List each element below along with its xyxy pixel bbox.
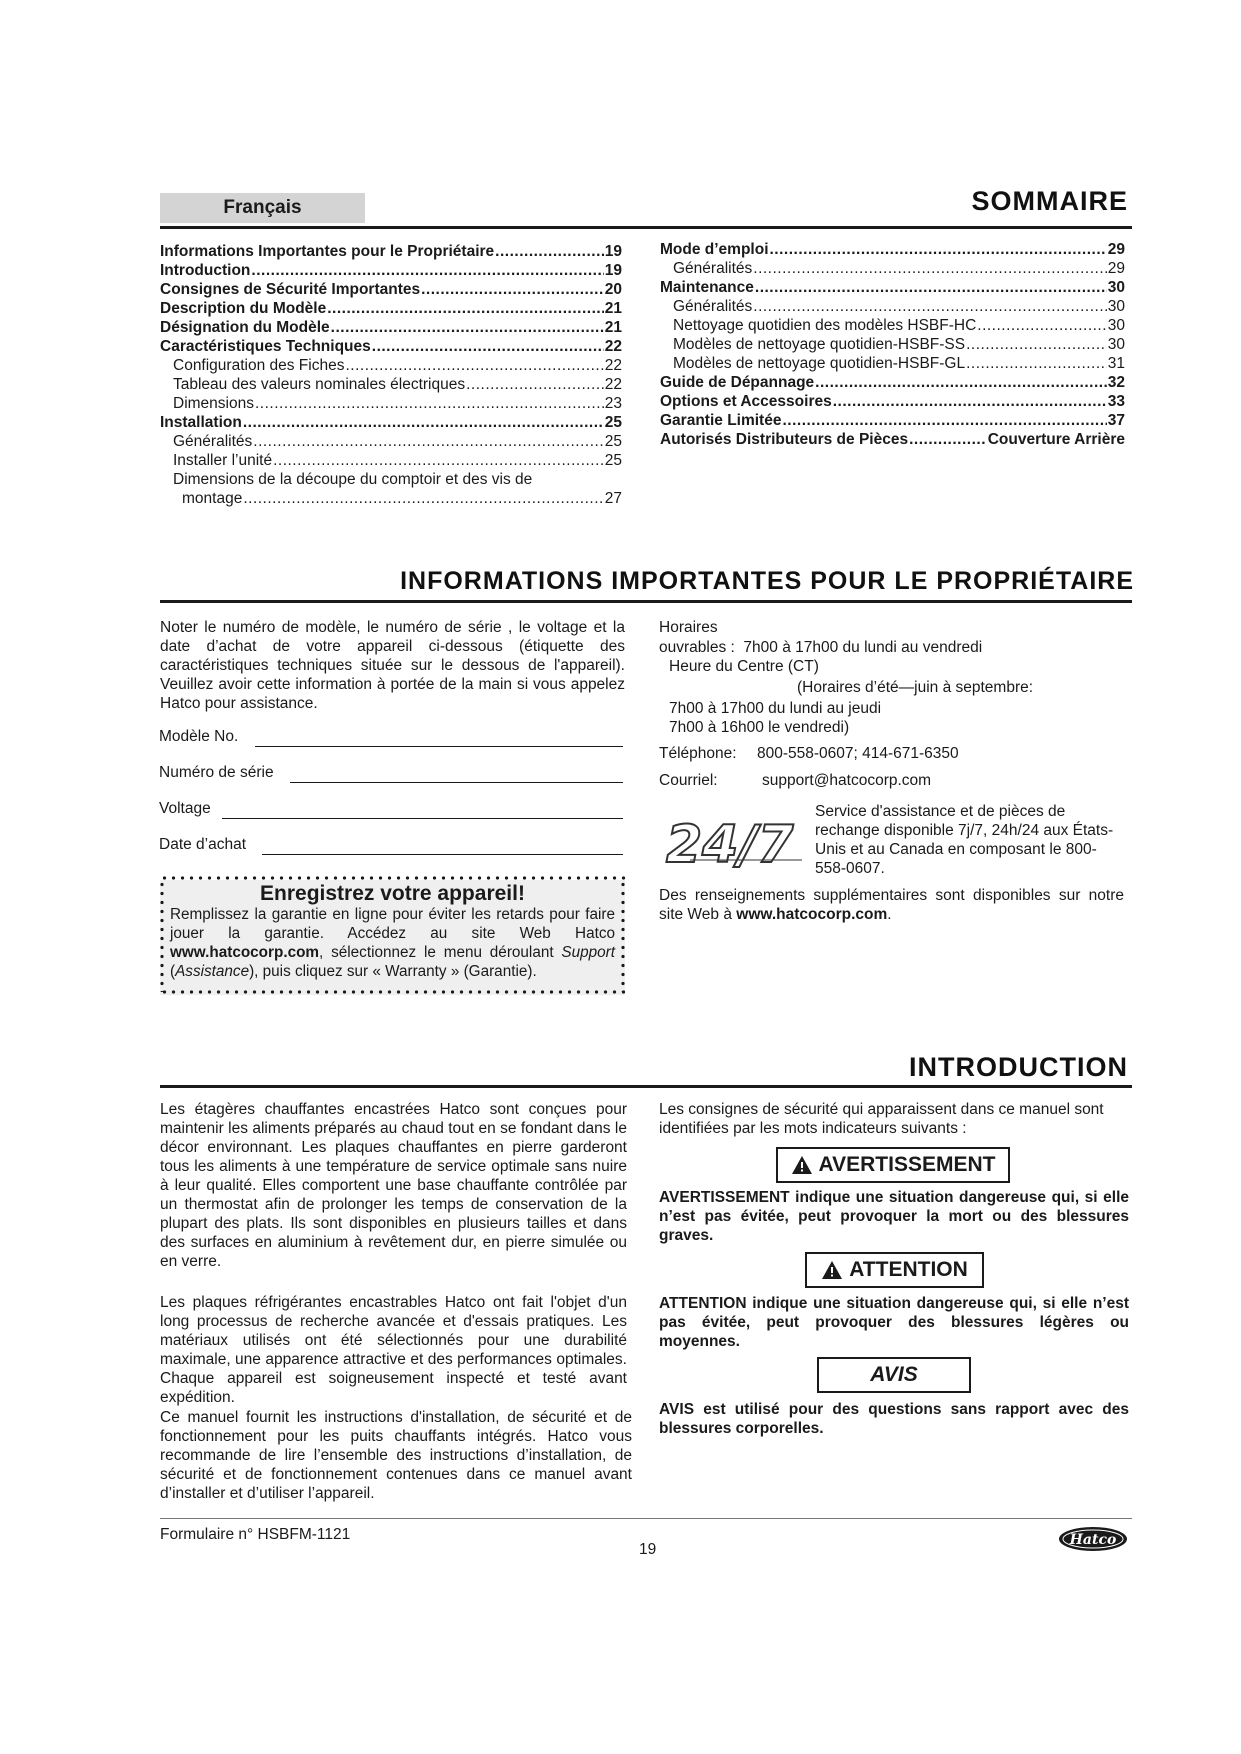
- toc-entry-leader: [966, 354, 1107, 373]
- toc-entry-page: 27: [604, 490, 622, 507]
- more-info-url[interactable]: www.hatcocorp.com: [736, 906, 888, 923]
- toc-left: [160, 242, 622, 508]
- hours-line-3: Heure du Centre (CT): [669, 658, 819, 675]
- toc-entry-label: Garantie Limitée: [660, 412, 782, 429]
- form-number: Formulaire n° HSBFM-1121: [160, 1526, 351, 1543]
- toc-entry[interactable]: [160, 413, 622, 432]
- serial-number-line: [290, 782, 623, 783]
- caution-signal-box: [805, 1252, 984, 1288]
- toc-entry-leader: [782, 411, 1106, 430]
- toc-entry-leader: [273, 451, 604, 470]
- toc-entry[interactable]: [160, 337, 622, 356]
- toc-entry-leader: [253, 432, 603, 451]
- toc-entry-label: Guide de Dépannage: [660, 374, 815, 391]
- service-24-7-svg: [660, 810, 810, 870]
- toc-entry[interactable]: [660, 354, 1125, 373]
- toc-entry-leader: [495, 242, 604, 261]
- toc-entry-page: 29: [1107, 241, 1125, 258]
- hatco-logo-text: Hatco: [1069, 1532, 1117, 1548]
- notice-text: AVIS est utilisé pour des questions sans rapport avec des blessures corporelles.: [659, 1401, 1129, 1437]
- toc-entry-leader: [977, 316, 1106, 335]
- toc-entry-leader: [345, 356, 603, 375]
- toc-entry-label: Généralités: [673, 298, 753, 315]
- warning-text: AVERTISSEMENT indique une situation dangereuse qui, si elle n’est pas évitée, peut provoquer la mort ou des blessures graves.: [659, 1189, 1129, 1244]
- register-text-1: Remplissez la garantie en ligne pour éviter les retards pour faire jouer la garantie. Accédez au site Web Hatco: [170, 906, 615, 942]
- intro-para-3: Ce manuel fournit les instructions d'installation, de sécurité et de fonctionnement pour les puits chauffants intégrés. Hatco vous recommande de lire l’ensemble des instructions d’installation, de sécurité et de fonctionnement contenues dans ce manuel avant d’installer et d’utiliser l’appareil.: [160, 1409, 632, 1502]
- toc-entry[interactable]: [660, 373, 1125, 392]
- toc-entry-page: 22: [604, 338, 622, 355]
- toc-entry-label: montage: [182, 490, 243, 507]
- toc-entry-label: Informations Importantes pour le Propriétaire: [160, 243, 495, 260]
- toc-entry-page: 31: [1107, 355, 1125, 372]
- toc-entry-leader: [243, 413, 604, 432]
- toc-entry[interactable]: [160, 432, 622, 451]
- voltage-label: Voltage: [159, 800, 211, 817]
- hatco-logo: [1058, 1525, 1128, 1553]
- signal-intro: Les consignes de sécurité qui apparaissent dans ce manuel sont identifiées par les mots indicateurs suivants :: [659, 1101, 1104, 1137]
- toc-entry[interactable]: [160, 470, 622, 489]
- toc-entry-leader: [255, 394, 604, 413]
- toc-entry-label: Dimensions: [173, 395, 254, 412]
- service-24-7-text: 24/7: [666, 815, 794, 870]
- toc-entry-page: 19: [604, 262, 622, 279]
- toc-entry-label: Introduction: [160, 262, 251, 279]
- toc-entry[interactable]: [660, 240, 1125, 259]
- register-title: Enregistrez votre appareil!: [260, 882, 525, 905]
- toc-entry[interactable]: [160, 356, 622, 375]
- register-text: Remplissez la garantie en ligne pour éviter les retards pour faire jouer la garantie. Accédez au site Web Hatco www.hatcocorp.com, sélectionnez le menu déroulant Support (Assistance), puis cliquez sur « Warranty » (Garantie).: [170, 906, 615, 980]
- toc-entry-page: 29: [1107, 260, 1125, 277]
- toc-entry-page: 30: [1107, 317, 1125, 334]
- voltage-line: [222, 818, 623, 819]
- toc-entry[interactable]: [160, 394, 622, 413]
- phone-value: 800-558-0607; 414-671-6350: [757, 745, 959, 762]
- toc-entry[interactable]: [160, 489, 622, 508]
- toc-entry-page: 30: [1107, 279, 1125, 296]
- caution-triangle-icon: [821, 1260, 843, 1280]
- toc-entry-label: Description du Modèle: [160, 300, 327, 317]
- toc-entry[interactable]: [660, 430, 1125, 449]
- owner-info-title: INFORMATIONS IMPORTANTES POUR LE PROPRIÉTAIRE: [400, 567, 1134, 595]
- toc-entry-leader: [251, 261, 603, 280]
- toc-entry-leader: [753, 259, 1106, 278]
- register-border-bottom: [160, 990, 626, 994]
- toc-entry-label: Consignes de Sécurité Importantes: [160, 281, 421, 298]
- hours-line-5: 7h00 à 17h00 du lundi au jeudi: [669, 700, 882, 717]
- toc-entry-leader: [770, 240, 1107, 259]
- toc-entry[interactable]: [660, 316, 1125, 335]
- register-url[interactable]: www.hatcocorp.com: [170, 944, 320, 961]
- register-border-top: [160, 876, 626, 880]
- toc-rule: [160, 226, 1132, 229]
- toc-entry[interactable]: [660, 335, 1125, 354]
- toc-entry-label: Désignation du Modèle: [160, 319, 330, 336]
- toc-entry-leader: [421, 280, 604, 299]
- purchase-date-line: [262, 854, 623, 855]
- toc-entry-page: 30: [1107, 298, 1125, 315]
- footer-rule: [160, 1518, 1132, 1519]
- toc-entry[interactable]: [660, 411, 1125, 430]
- toc-entry[interactable]: [160, 318, 622, 337]
- toc-entry-page: 21: [604, 319, 622, 336]
- toc-entry[interactable]: [160, 242, 622, 261]
- toc-entry-label: Maintenance: [660, 279, 754, 296]
- toc-entry-page: 32: [1107, 374, 1125, 391]
- toc-entry-leader: [833, 392, 1107, 411]
- toc-entry-label: Configuration des Fiches: [173, 357, 345, 374]
- caution-text: ATTENTION indique une situation dangereuse qui, si elle n’est pas évitée, peut provoquer des blessures légères ou moyennes.: [659, 1295, 1129, 1350]
- toc-entry-label: Installer l’unité: [173, 452, 273, 469]
- more-info-label: Des renseignements supplémentaires sont disponibles sur notre site Web à: [659, 887, 1124, 923]
- toc-entry-label: Autorisés Distributeurs de Pièces: [660, 431, 909, 448]
- warning-signal-box: [776, 1147, 1010, 1183]
- toc-entry[interactable]: [660, 259, 1125, 278]
- toc-entry-label: Modèles de nettoyage quotidien-HSBF-SS: [673, 336, 966, 353]
- toc-entry-label: Modèles de nettoyage quotidien-HSBF-GL: [673, 355, 966, 372]
- toc-entry-leader: [243, 489, 603, 508]
- toc-entry-label: Mode d’emploi: [660, 241, 769, 258]
- service-text: Service d'assistance et de pièces de rechange disponible 7j/7, 24h/24 aux États-Unis et au Canada en composant le 800-558-0607.: [815, 803, 1114, 877]
- toc-entry-page: 21: [604, 300, 622, 317]
- toc-entry-leader: [466, 375, 604, 394]
- toc-entry-leader: [966, 335, 1107, 354]
- register-support: Support: [561, 944, 615, 961]
- introduction-title: INTRODUCTION: [909, 1052, 1128, 1082]
- intro-para-2: Les plaques réfrigérantes encastrables Hatco ont fait l'objet d'un long processus de recherche avancée et d'essais pratiques. Les matériaux utilisés ont été sélectionnés pour une durabilité maximale, une apparence attractive et des performances optimales. Chaque appareil est soigneusement inspecté et testé avant expédition.: [160, 1294, 627, 1406]
- warning-triangle-icon: [791, 1155, 813, 1175]
- owner-info-rule: [160, 600, 1132, 603]
- toc-entry-page: 30: [1107, 336, 1125, 353]
- toc-entry-page: 22: [604, 357, 622, 374]
- toc-entry-label: Généralités: [673, 260, 753, 277]
- toc-entry-leader: [815, 373, 1107, 392]
- model-number-label: Modèle No.: [159, 728, 239, 745]
- toc-entry-page: 22: [604, 376, 622, 393]
- toc-entry-leader: [331, 318, 604, 337]
- caution-label: ATTENTION: [849, 1258, 968, 1281]
- toc-entry-leader: [753, 297, 1106, 316]
- toc-entry-label: Options et Accessoires: [660, 393, 832, 410]
- toc-entry-label: Tableau des valeurs nominales électriques: [173, 376, 466, 393]
- toc-entry[interactable]: [160, 261, 622, 280]
- toc-entry-leader: [755, 278, 1107, 297]
- notice-signal-box: [817, 1357, 971, 1393]
- email-value[interactable]: support@hatcocorp.com: [762, 772, 932, 789]
- hours-line-1: Horaires: [659, 619, 718, 636]
- toc-entry-label: Caractéristiques Techniques: [160, 338, 371, 355]
- model-number-line: [255, 746, 623, 747]
- hatco-logo-svg: [1058, 1525, 1128, 1553]
- toc-entry-page: 20: [604, 281, 622, 298]
- language-tab: Français: [160, 193, 365, 223]
- warning-label: AVERTISSEMENT: [818, 1153, 996, 1176]
- toc-right: [660, 240, 1125, 449]
- toc-entry-page: 23: [604, 395, 622, 412]
- toc-entry-page: 25: [604, 452, 622, 469]
- purchase-date-label: Date d’achat: [159, 836, 247, 853]
- toc-entry-page: 37: [1107, 412, 1125, 429]
- toc-entry-label: Dimensions de la découpe du comptoir et des vis de: [173, 471, 533, 488]
- toc-entry-page: 25: [604, 414, 622, 431]
- hours-line-4: (Horaires d’été—juin à septembre:: [797, 679, 1034, 696]
- toc-entry[interactable]: [160, 299, 622, 318]
- serial-number-label: Numéro de série: [159, 764, 274, 781]
- toc-entry[interactable]: [160, 375, 622, 394]
- email-label: Courriel:: [659, 772, 718, 789]
- phone-label: Téléphone:: [659, 745, 737, 762]
- toc-entry-label: Installation: [160, 414, 242, 431]
- toc-entry-page: 19: [604, 243, 622, 260]
- register-text-2: , sélectionnez le menu déroulant: [319, 944, 554, 961]
- register-text-3: ), puis cliquez sur « Warranty » (Garantie).: [249, 963, 537, 980]
- toc-entry-page: 25: [604, 433, 622, 450]
- hours-line-2: ouvrables : 7h00 à 17h00 du lundi au vendredi: [659, 639, 983, 656]
- service-24-7-logo: [660, 810, 810, 870]
- intro-para-1: Les étagères chauffantes encastrées Hatco sont conçues pour maintenir les aliments préparés au chaud tout en se fondant dans le décor environnant. Les plaques chauffantes en pierre garderont tous les aliments à une température de service optimale sans nuire à leur qualité. Elles comportent une base chauffante contrôlée par un thermostat afin de prolonger les temps de conservation de la plupart des plats. Ils sont disponibles en plusieurs tailles et dans des surfaces en aluminium à revêtement dur, en pierre simulée ou en verre.: [160, 1101, 627, 1270]
- toc-entry[interactable]: [160, 451, 622, 470]
- toc-entry-leader: [372, 337, 604, 356]
- toc-entry-label: Généralités: [173, 433, 253, 450]
- toc-entry-page: 33: [1107, 393, 1125, 410]
- toc-entry-page: Couverture Arrière: [987, 431, 1125, 448]
- hours-line-6: 7h00 à 16h00 le vendredi): [669, 719, 850, 736]
- toc-entry-leader: [909, 430, 987, 449]
- notice-label: AVIS: [870, 1363, 918, 1386]
- toc-entry[interactable]: [160, 280, 622, 299]
- toc-title: SOMMAIRE: [971, 186, 1128, 216]
- owner-intro-text: Noter le numéro de modèle, le numéro de série , le voltage et la date d’achat de votre appareil ci-dessous (étiquette des caractéristiques techniques située sur le dessous de l'appareil). Veuillez avoir cette information à portée de la main si vous appelez Hatco pour assistance.: [160, 619, 625, 712]
- introduction-rule: [160, 1085, 1132, 1088]
- toc-entry[interactable]: [660, 297, 1125, 316]
- more-info-end: .: [887, 906, 892, 923]
- more-info-text: [659, 886, 1124, 924]
- toc-entry[interactable]: [660, 278, 1125, 297]
- toc-entry-label: Nettoyage quotidien des modèles HSBF-HC: [673, 317, 977, 334]
- register-assistance: Assistance: [175, 963, 250, 980]
- page-number: 19: [639, 1541, 657, 1558]
- toc-entry[interactable]: [660, 392, 1125, 411]
- toc-entry-leader: [327, 299, 604, 318]
